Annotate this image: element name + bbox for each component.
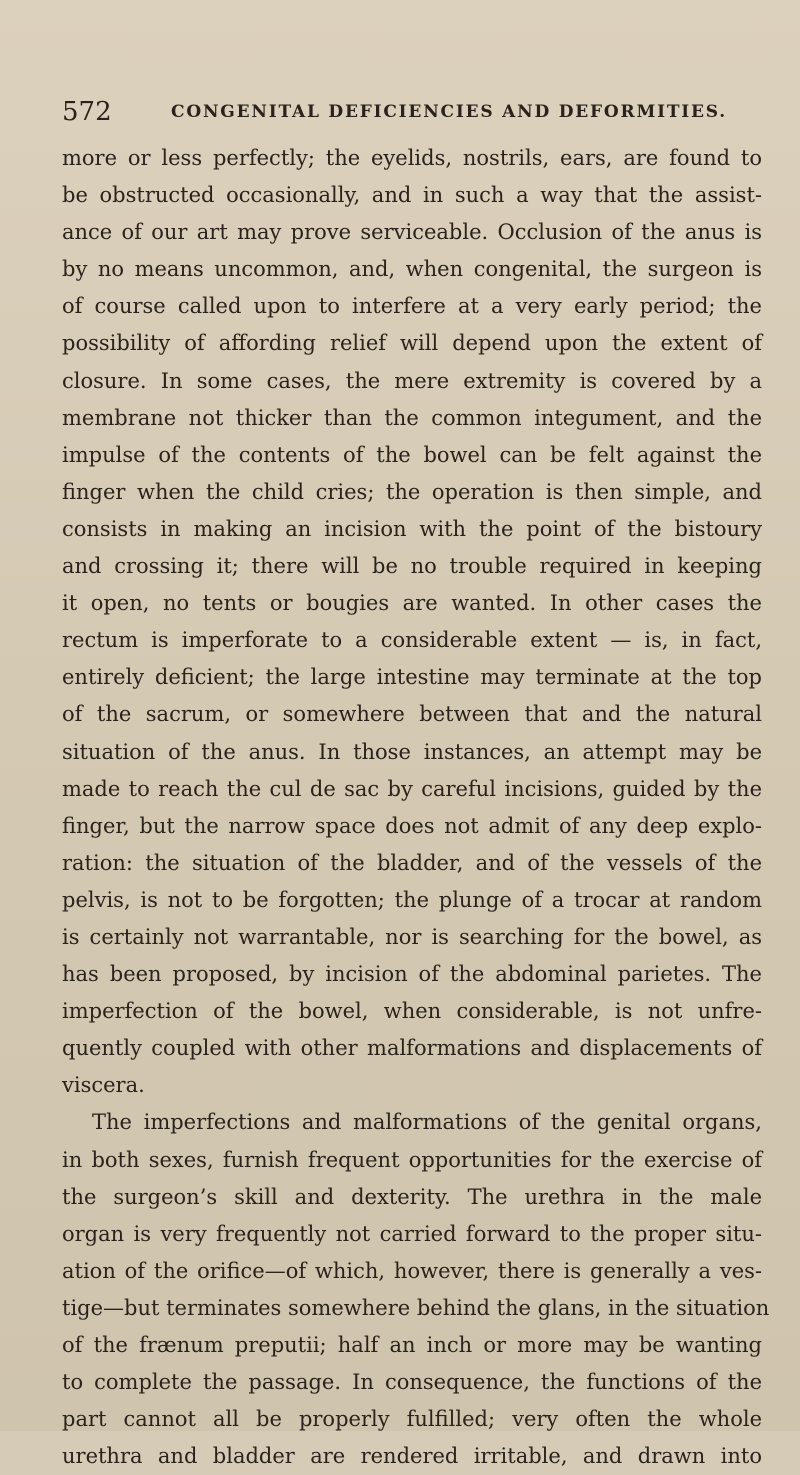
text-line: of the sacrum, or somewhere between that and the natural (62, 702, 762, 727)
text-line: of the frænum preputii; half an inch or more may be wanting (62, 1333, 762, 1357)
text-line: viscera. (62, 1073, 145, 1098)
text-line: by no means uncommon, and, when congenital, the surgeon is (62, 257, 762, 282)
text-line: in both sexes, furnish frequent opportunities for the exercise of (62, 1147, 762, 1172)
text-line: imperfection of the bowel, when considerable, is not unfre- (62, 999, 762, 1024)
text-line: and crossing it; there will be no trouble required in keeping (62, 554, 762, 579)
text-line: more or less perfectly; the eyelids, nostrils, ears, are found to (62, 146, 762, 170)
text-line: to complete the passage. In consequence, the functions of the (62, 1370, 762, 1395)
text-line: membrane not thicker than the common integument, and the (62, 405, 762, 430)
text-line: situation of the anus. In those instances, an attempt may be (62, 739, 762, 764)
text-line: urethra and bladder are rendered irritable, and drawn into (62, 1444, 762, 1469)
body-text (62, 140, 770, 1475)
paragraph-2 (62, 1104, 770, 1475)
text-line: is certainly not warrantable, nor is searching for the bowel, as (62, 924, 762, 949)
text-line: be obstructed occasionally, and in such a way that the assist- (62, 183, 762, 208)
text-line: consists in making an incision with the point of the bistoury (62, 516, 762, 541)
text-line: finger when the child cries; the operation is then simple, and (62, 479, 762, 504)
text-line: organ is very frequently not carried forward to the proper situ- (62, 1221, 762, 1246)
text-line: has been proposed, by incision of the abdominal parietes. The (62, 962, 762, 987)
text-line: possibility of affording relief will depend upon the extent of (62, 331, 762, 356)
text-line: pelvis, is not to be forgotten; the plunge of a trocar at random (62, 887, 762, 912)
page-number: 572 (62, 97, 112, 127)
text-line: ation of the orifice—of which, however, there is generally a ves- (62, 1258, 762, 1283)
text-line: tige—but terminates somewhere behind the glans, in the situation (62, 1295, 770, 1320)
text-line: quently coupled with other malformations and displacements of (62, 1036, 762, 1061)
text-line: entirely deficient; the large intestine may terminate at the top (62, 665, 762, 690)
text-line: of course called upon to interfere at a very early period; the (62, 294, 762, 319)
text-line: rectum is imperforate to a considerable extent — is, in fact, (62, 628, 762, 653)
text-line: it open, no tents or bougies are wanted. In other cases the (62, 591, 762, 616)
running-title: CONGENITAL DEFICIENCIES AND DEFORMITIES. (171, 102, 727, 122)
text-line: the surgeon’s skill and dexterity. The urethra in the male (62, 1184, 762, 1209)
text-line: ance of our art may prove serviceable. Occlusion of the anus is (62, 220, 762, 245)
text-line: made to reach the cul de sac by careful incisions, guided by the (62, 776, 762, 801)
paragraph-1 (62, 140, 762, 1104)
text-line: ration: the situation of the bladder, and of the vessels of the (62, 850, 762, 875)
text-line: part cannot all be properly fulfilled; very often the whole (62, 1407, 762, 1432)
running-head (62, 92, 762, 132)
text-line: closure. In some cases, the mere extremity is covered by a (62, 368, 762, 393)
text-line: finger, but the narrow space does not admit of any deep explo- (62, 813, 762, 838)
text-line: The imperfections and malformations of the genital organs, (92, 1110, 762, 1135)
text-line: impulse of the contents of the bowel can be felt against the (62, 442, 762, 467)
